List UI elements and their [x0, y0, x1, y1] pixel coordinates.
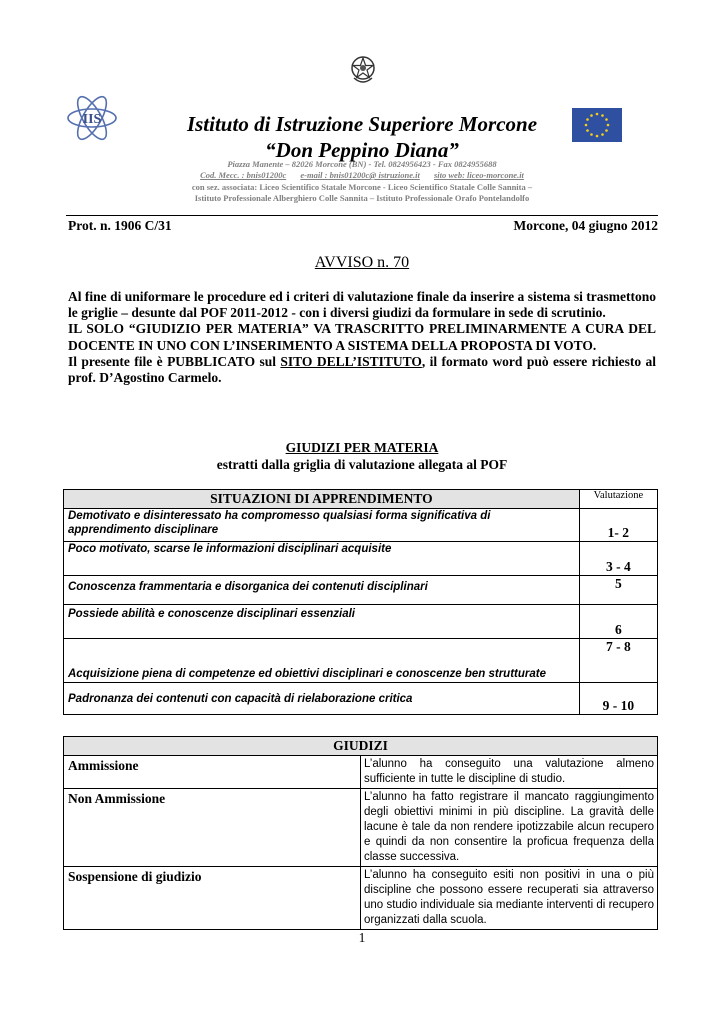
grade-cell: 5 — [579, 576, 657, 605]
situation-cell: Demotivato e disinteressato ha compromesso qualsiasi forma significativa di apprendimento disciplinare — [64, 509, 580, 542]
col-situation: SITUAZIONI DI APPRENDIMENTO — [64, 490, 580, 509]
table-row — [64, 576, 658, 605]
judgement-text: L’alunno ha conseguito una valutazione almeno sufficiente in tutte le discipline di studio. — [361, 756, 658, 789]
grade-cell: 1- 2 — [579, 509, 657, 542]
judgement-text: L’alunno ha fatto registrare il mancato raggiungimento degli obiettivi minimi in più discipline. La gravità delle lacune è tale da non rendere ipotizzabile alcun recupero e quindi da non consentire la proficua frequenza della classe successiva. — [361, 789, 658, 867]
body-paragraph-2: IL SOLO “GIUDIZIO PER MATERIA” VA TRASCRITTO PRELIMINARMENTE A CURA DEL DOCENTE IN UNO CON L’INSERIMENTO A SISTEMA DELLA PROPOSTA DI VOTO. — [68, 321, 656, 353]
table-row — [64, 683, 658, 715]
document-date: Morcone, 04 giugno 2012 — [513, 218, 658, 233]
associated-sections-line2: Istituto Professionale Alberghiero Colle Sannita – Istituto Professionale Orafo Pontelandolfo — [194, 193, 530, 203]
body-paragraph-1: Al fine di uniformare le procedure ed i criteri di valutazione finale da inserire a sistema si trasmettono le griglie – desunte dal POF 2011-2012 - con i diversi giudizi da formulare in sede di scrutinio. — [68, 289, 656, 321]
grading-table — [63, 489, 658, 715]
grading-subtitle: estratti dalla griglia di valutazione allegata al POF — [216, 457, 508, 472]
judgements-header-row — [64, 737, 658, 756]
notice-body — [68, 289, 656, 386]
judgement-text: L’alunno ha conseguito esiti non positivi in una o più discipline che possono essere recuperati sia attraverso uno studio individuale sia mediante interventi di recupero organizzati dalla scuola. — [361, 867, 658, 930]
judgements-table — [63, 736, 658, 930]
institute-address: Piazza Manente – 82026 Morcone (BN) - Tel. 0824956423 - Fax 0824955688 — [227, 159, 497, 169]
grade-cell: 9 - 10 — [579, 683, 657, 715]
institute-site-link[interactable]: SITO DELL’ISTITUTO — [280, 353, 422, 369]
table-row — [64, 867, 658, 930]
grade-cell: 3 - 4 — [579, 542, 657, 576]
situation-cell: Poco motivato, scarse le informazioni disciplinari acquisite — [64, 542, 580, 576]
situation-cell: Acquisizione piena di competenze ed obiettivi disciplinari e conoscenze ben strutturate — [64, 639, 580, 683]
institute-contacts — [0, 170, 724, 180]
grade-cell: 7 - 8 — [579, 639, 657, 683]
body-paragraph-3: Il presente file è PUBBLICATO sul SITO DELL’ISTITUTO, il formato word può essere richiesto al prof. D’Agostino Carmelo. — [68, 353, 657, 386]
website-link[interactable]: sito web: liceo-morcone.it — [433, 170, 524, 180]
header-divider — [66, 215, 658, 216]
italian-republic-emblem-icon — [351, 48, 375, 88]
grade-cell: 6 — [579, 605, 657, 639]
situation-cell: Conoscenza frammentaria e disorganica dei contenuti disciplinari — [64, 576, 580, 605]
institute-title: Istituto di Istruzione Superiore Morcone — [186, 112, 538, 136]
col-grade: Valutazione — [579, 490, 657, 509]
protocol-number: Prot. n. 1906 C/31 — [68, 218, 172, 233]
grading-header-row — [64, 490, 658, 509]
situation-cell: Padronanza dei contenuti con capacità di rielaborazione critica — [64, 683, 580, 715]
table-row — [64, 756, 658, 789]
judgement-label: Sospensione di giudizio — [64, 867, 361, 930]
table-row — [64, 509, 658, 542]
institute-subtitle: “Don Peppino Diana” — [265, 138, 459, 162]
logo-text: IIS — [82, 112, 102, 127]
situation-cell: Possiede abilità e conoscenze disciplinari essenziali — [64, 605, 580, 639]
associated-sections-line1: con sez. associata: Liceo Scientifico Statale Morcone - Liceo Scientifico Statale Colle Sannita – — [191, 182, 533, 192]
table-row — [64, 639, 658, 683]
table-row — [64, 542, 658, 576]
email-link[interactable]: e-mail : bnis01200c@ istruzione.it — [300, 170, 420, 180]
mechanographic-code: Cod. Mecc. : bnis01200c — [200, 170, 287, 180]
judgement-label: Non Ammissione — [64, 789, 361, 867]
page-number: 1 — [358, 930, 366, 945]
judgement-label: Ammissione — [64, 756, 361, 789]
grading-title: GIUDIZI PER MATERIA — [285, 440, 439, 455]
table-row — [64, 605, 658, 639]
table-row — [64, 789, 658, 867]
notice-title: AVVISO n. 70 — [314, 254, 410, 271]
judgements-title: GIUDIZI — [64, 737, 658, 756]
